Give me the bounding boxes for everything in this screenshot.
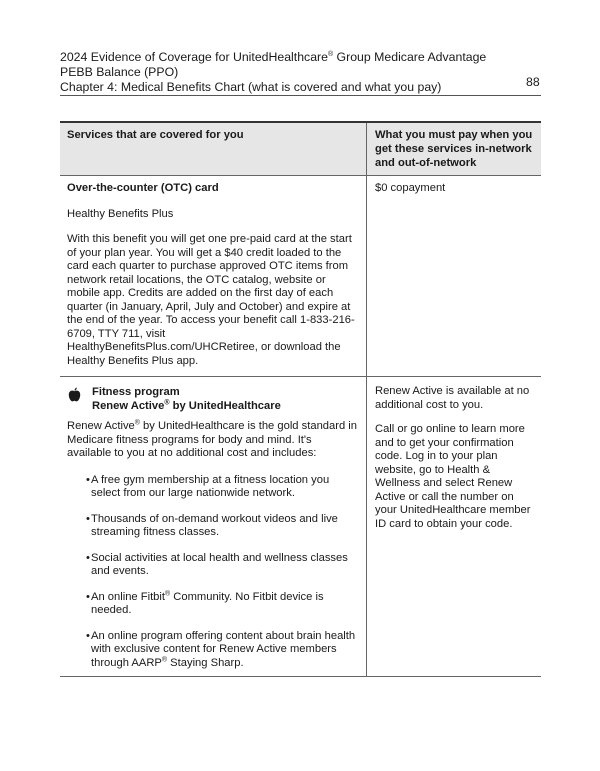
fitness-description-cell — [60, 377, 367, 676]
list-item-text: An online program offering content about brain health with exclusive content for Renew Active members through AARP® Staying Sharp. — [91, 629, 356, 669]
column-header-services-text: Services that are covered for you — [67, 129, 244, 141]
fitness-cost-instructions: Call or go online to learn more and to get your confirmation code. Log in to your plan website, go to Health & Wellness and select Renew Active or call the number on your UnitedHealthcare member ID card to obtain your code. — [375, 423, 531, 530]
fitness-intro: Renew Active® by UnitedHealthcare is the gold standard in Medicare fitness programs for body and mind. It's available to you at no additional cost and includes: — [67, 419, 357, 459]
fitness-title: Fitness program — [92, 386, 180, 398]
fitness-heading — [67, 386, 357, 413]
page-header — [60, 50, 540, 95]
chapter-title: Chapter 4: Medical Benefits Chart (what is covered and what you pay) — [60, 80, 442, 94]
list-item: • Social activities at local health and wellness classes and events. — [67, 552, 357, 579]
fitness-subtitle: Renew Active® by UnitedHealthcare — [92, 398, 281, 412]
table-row-fitness — [60, 377, 541, 677]
fitness-bullet-list — [67, 474, 357, 671]
list-item-text: A free gym membership at a fitness location you select from our large nationwide network. — [91, 473, 330, 499]
list-item: • Thousands of on-demand workout videos and live streaming fitness classes. — [67, 513, 357, 540]
document-title: 2024 Evidence of Coverage for UnitedHealthcare® Group Medicare Advantage PEBB Balance (PPO) — [60, 50, 487, 79]
otc-title: Over-the-counter (OTC) card — [67, 182, 219, 194]
otc-description-cell — [60, 176, 367, 376]
benefits-table — [60, 121, 541, 677]
header-divider — [60, 95, 541, 96]
otc-body: With this benefit you will get one pre-paid card at the start of your plan year. You will get a $40 credit loaded to the card each quarter to purchase approved OTC items from network retail locations, the OTC catalog, website or mobile app. Credits are added on the first day of each quarter (in January, April, July and October) and expire at the end of the year. To access your benefit call 1-833-216-6709, TTY 711, visit HealthyBenefitsPlus.com/UHCRetiree, or download the Healthy Benefits Plus app. — [67, 233, 355, 367]
column-header-services — [60, 123, 367, 175]
list-item: • An online Fitbit® Community. No Fitbit device is needed. — [67, 591, 357, 618]
column-header-cost — [367, 123, 541, 175]
page-number: 88 — [526, 75, 540, 89]
list-item-text: Thousands of on-demand workout videos and live streaming fitness classes. — [91, 512, 338, 538]
otc-cost-cell — [367, 176, 541, 376]
fitness-cost-cell — [367, 377, 541, 676]
otc-subtitle: Healthy Benefits Plus — [67, 207, 174, 220]
table-header-row — [60, 123, 541, 176]
list-item: • An online program offering content about brain health with exclusive content for Renew Active members through AARP® Staying Sharp. — [86, 629, 356, 669]
list-item-text: An online Fitbit® Community. No Fitbit device is needed. — [91, 589, 324, 616]
table-row-otc — [60, 176, 541, 377]
column-header-cost-text: What you must pay when you get these services in-network and out-of-network — [375, 129, 533, 169]
list-item: • A free gym membership at a fitness location you select from our large nationwide network. — [67, 474, 357, 501]
apple-icon — [68, 387, 92, 407]
fitness-cost-note: Renew Active is available at no additional cost to you. — [375, 385, 530, 411]
list-item-text: Social activities at local health and wellness classes and events. — [91, 551, 348, 577]
otc-cost: $0 copayment — [375, 182, 446, 194]
